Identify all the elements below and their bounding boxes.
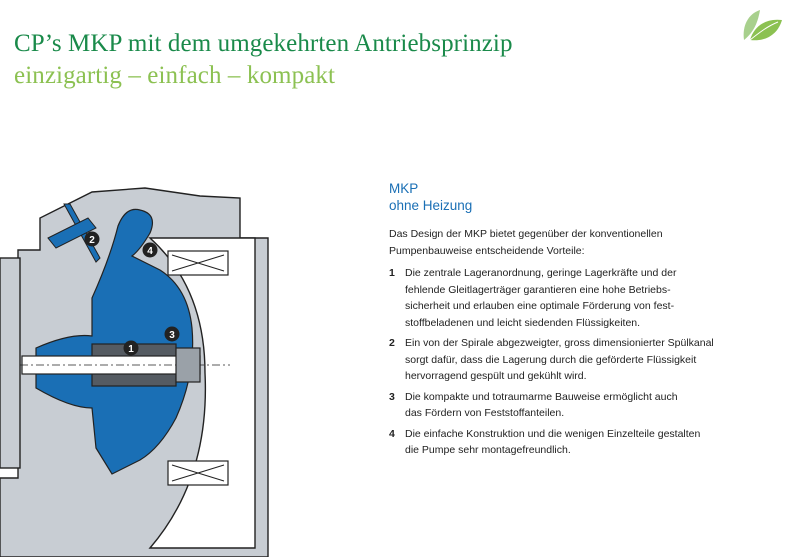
intro-paragraph <box>389 226 769 259</box>
inlet-flange <box>0 258 20 468</box>
list-item-number: 1 <box>389 267 395 279</box>
page-title: CP’s MKP mit dem umgekehrten Antriebsprinzip <box>14 30 513 57</box>
intro-line: Pumpenbauweise entscheidende Vorteile: <box>389 244 585 257</box>
svg-text:3: 3 <box>169 330 175 341</box>
list-item <box>389 335 789 385</box>
list-item-line: Ein von der Spirale abgezweigter, gross dimensionierter Spülkanal <box>405 337 714 349</box>
callout-3 <box>165 327 180 342</box>
list-item-line: hervorragend gespült und gekühlt wird. <box>405 370 587 382</box>
list-item-line: sorgt dafür, dass die Lagerung durch die geförderte Flüssigkeit <box>405 353 697 366</box>
svg-text:1: 1 <box>128 344 134 355</box>
leaf-icon <box>740 4 786 44</box>
page-subtitle: einzigartig – einfach – kompakt <box>14 62 336 89</box>
section-heading <box>389 180 472 214</box>
intro-line: Das Design der MKP bietet gegenüber der konventionellen <box>389 228 663 240</box>
list-item-line: fehlende Gleitlagerträger garantieren eine hohe Betriebs- <box>405 283 671 296</box>
svg-text:4: 4 <box>147 246 153 257</box>
shaft-nut <box>176 348 200 382</box>
svg-text:2: 2 <box>89 235 95 246</box>
callout-1 <box>124 341 139 356</box>
list-item-line: das Fördern von Feststoffanteilen. <box>405 407 565 419</box>
list-item <box>389 265 789 331</box>
list-item-number: 2 <box>389 337 395 349</box>
pump-cross-section-diagram <box>0 178 270 557</box>
advantages-list <box>389 265 789 459</box>
list-item <box>389 389 789 422</box>
callout-2 <box>85 232 100 247</box>
list-item-number: 3 <box>389 390 395 403</box>
list-item-line: Die zentrale Lageranordnung, geringe Lagerkräfte und der <box>405 267 677 279</box>
list-item-line: Die einfache Konstruktion und die wenigen Einzelteile gestalten <box>405 427 701 440</box>
list-item-number: 4 <box>389 427 395 440</box>
list-item-line: Die kompakte und totraumarme Bauweise ermöglicht auch <box>405 390 678 403</box>
list-item-line: sicherheit und erlauben eine optimale Förderung von fest- <box>405 300 675 312</box>
callout-4 <box>143 243 158 258</box>
list-item-line: die Pumpe sehr montagefreundlich. <box>405 444 571 456</box>
list-item-line: stoffbeladenen und leicht siedenden Flüssigkeiten. <box>405 316 641 329</box>
section-title: MKP <box>389 181 419 196</box>
list-item <box>389 426 789 459</box>
section-subtitle: ohne Heizung <box>389 198 473 213</box>
